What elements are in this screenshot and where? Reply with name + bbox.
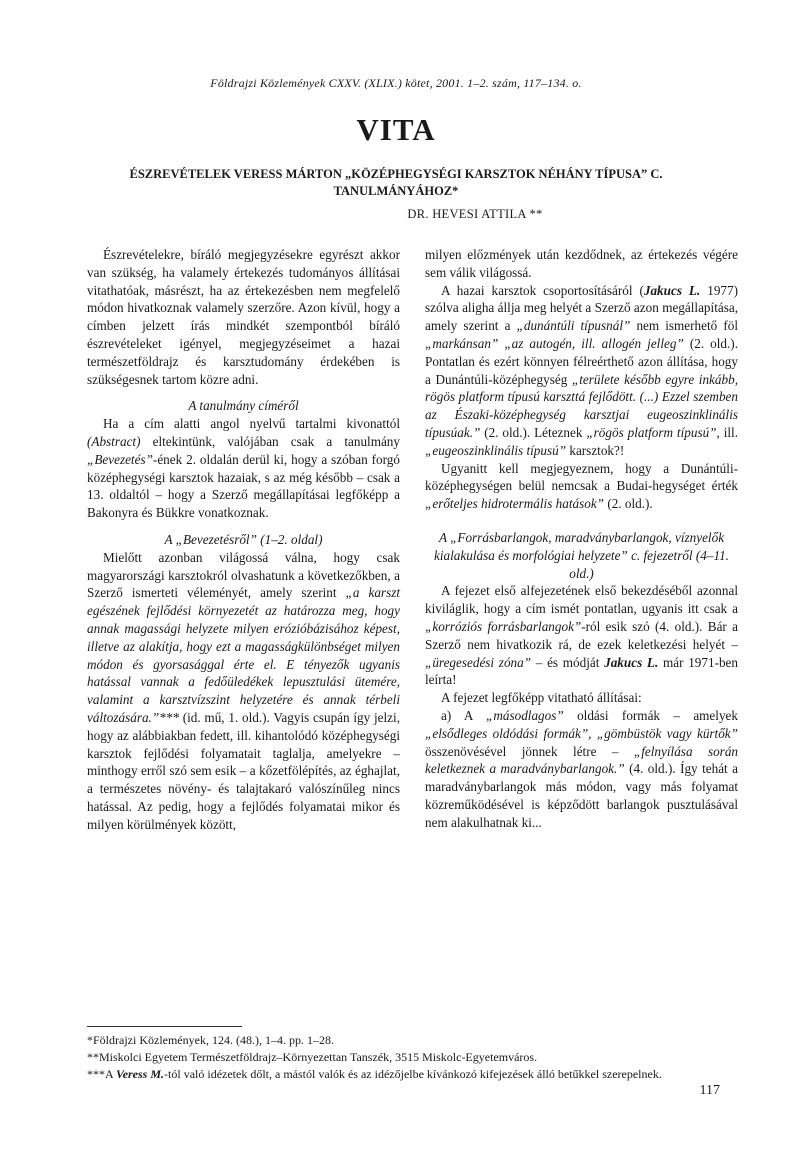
subheading-title: A tanulmány címéről	[188, 398, 299, 414]
left-column	[87, 246, 400, 834]
paragraph-claims-intro: A fejezet legfőképp vitatható állításai:	[441, 690, 642, 706]
paragraph-continued: milyen előzmények után kezdődnek, az értekezés végére sem válik világossá.	[425, 247, 738, 280]
footnotes	[87, 1032, 727, 1083]
footnote-1: *Földrajzi Közlemények, 124. (48.), 1–4. pp. 1–28.	[87, 1033, 334, 1047]
paragraph-classification: A hazai karsztok csoportosításáról (Jakucs L. 1977) szólva aligha állja meg helyét a Szerző azon megállapítása, amely szerint a „dunántúli típusnál” nem ismerhető föl „markánsan” „az autogén, ill. allogén jelleg” (2. old.). Pontatlan és ezért könnyen félreérthető azon állítása, hogy a Dunántúli-középhegység „területe később egyre inkább, rögös platform típusú karszttá fejlődött. (...) Ezzel szemben az Északi-középhegység karsztjai eugeoszinklinális típusúak.” (2. old.). Léteznek „rögös platform típusú”, ill. „eugeoszinklinális típusú” karsztok?!	[425, 282, 738, 458]
footnote-2: **Miskolci Egyetem Természetföldrajz–Környezettan Tanszék, 3515 Miskolc-Egyetemváros.	[87, 1050, 538, 1064]
paragraph-claim-a: a) A „másodlagos” oldási formák – amelyek „elsődleges oldódási formák”, „gömbüstök vagy kürtők” összenövésével jönnek létre – „felnyílása során keletkeznek a maradványbarlangok.” (4. old.). Így tehát a maradványbarlangok más módon, vagy más folyamat közreműködésével is képződött barlangok pusztulásával nem alakulhatnak ki...	[425, 707, 739, 830]
page-number: 117	[699, 1083, 720, 1098]
footnote-3: ***A Veress M.-tól való idézetek dőlt, a mástól valók és az idézőjelbe kívánkozó kifejezések álló betűkkel szerepelnek.	[87, 1067, 662, 1081]
article-title: ÉSZREVÉTELEK VERESS MÁRTON „KÖZÉPHEGYSÉGI KARSZTOK NÉHÁNY TÍPUSA” C. TANULMÁNYÁHOZ*	[129, 167, 663, 198]
running-head: Földrajzi Közlemények CXXV. (XLIX.) kötet, 2001. 1–2. szám, 117–134. o.	[210, 76, 582, 90]
footnote-divider	[87, 1026, 242, 1027]
paragraph-title-discussion: Ha a cím alatti angol nyelvű tartalmi kivonattól (Abstract) eltekintünk, valójában csak a tanulmány „Bevezetés”-ének 2. oldalán derül ki, hogy a szóban forgó középhegységi karsztok hazaiak, s az még később – csak a 13. oldaltól – hogy a Szerző megállapításai legfőképp a Bakonyra és Bükkre vonatkoznak.	[87, 416, 400, 521]
paragraph-introduction-discussion: Mielőtt azonban világossá válna, hogy csak magyarországi karsztokról olvashatunk a következőkben, a Szerző ismerteti véleményét, amely szerint „a karszt egészének fejlődési környezetét az határozza meg, hogy annak magassági helyzete milyen erózióbázisához képest, illetve az alakítja, hogy ezt a magasságkülönbséget milyen módon és gyorsasággal érte el. E tényezők ugyanis hatással vannak a fedőüledékek lepusztulási ütemére, valamint a karsztvízszint helyzetére és annak térbeli változására.”*** (id. mű, 1. old.). Vagyis csupán így jelzi, hogy az alábbiakban fedett, ill. kihantolódó középhegységi karsztok fejlődési folyamatait taglalja, amelyekre – minthogy erről szó sem esik – a kőzetfölépítés, az éghajlat, a természetes növény- és talajtakaró valószínűleg nincs hatással. Az pedig, hogy a fejlődés folyamatai mikor és milyen körülmények között,	[87, 549, 400, 832]
right-column	[425, 246, 738, 832]
paragraph-intro: Észrevételekre, bíráló megjegyzésekre egyrészt akkor van szükség, ha valamely értekezés tudományos állításai vitathatóak, másrészt, ha az értekezésben nem megfelelő módon hivatkoznak valamely szerzőre. Azon kívül, hogy a címben jelzett írás mindkét szempontból bíráló észrevételeket igényel, megjegyzéseimet a hazai természetföldrajz és karsztudomány érdekében is szükségesnek tartom közre adni.	[87, 247, 400, 387]
author-line: DR. HEVESI ATTILA **	[407, 207, 543, 221]
section-title: VITA	[356, 112, 436, 147]
subheading-chapter: A „Forrásbarlangok, maradványbarlangok, víznyelők kialakulása és morfológiai helyzete” c. fejezetről (4–11. old.)	[434, 529, 729, 581]
paragraph-hydrothermal: Ugyanitt kell megjegyeznem, hogy a Dunántúli-középhegységen belül nemcsak a Budai-hegységet érték „erőteljes hidrotermális hatások” (2. old.).	[425, 460, 738, 512]
paragraph-chapter-first: A fejezet első alfejezetének első bekezdéséből azonnal kiviláglik, hogy a cím ismét pontatlan, ugyanis itt csak a „korróziós forrásbarlangok”-ról esik szó (4. old.). Bár a Szerző nem hivatkozik rá, de ezek keletkezési helyét – „üregesedési zóna” – és módját Jakucs L. már 1971-ben leírta!	[425, 583, 739, 688]
subheading-introduction: A „Bevezetésről” (1–2. oldal)	[164, 531, 323, 547]
